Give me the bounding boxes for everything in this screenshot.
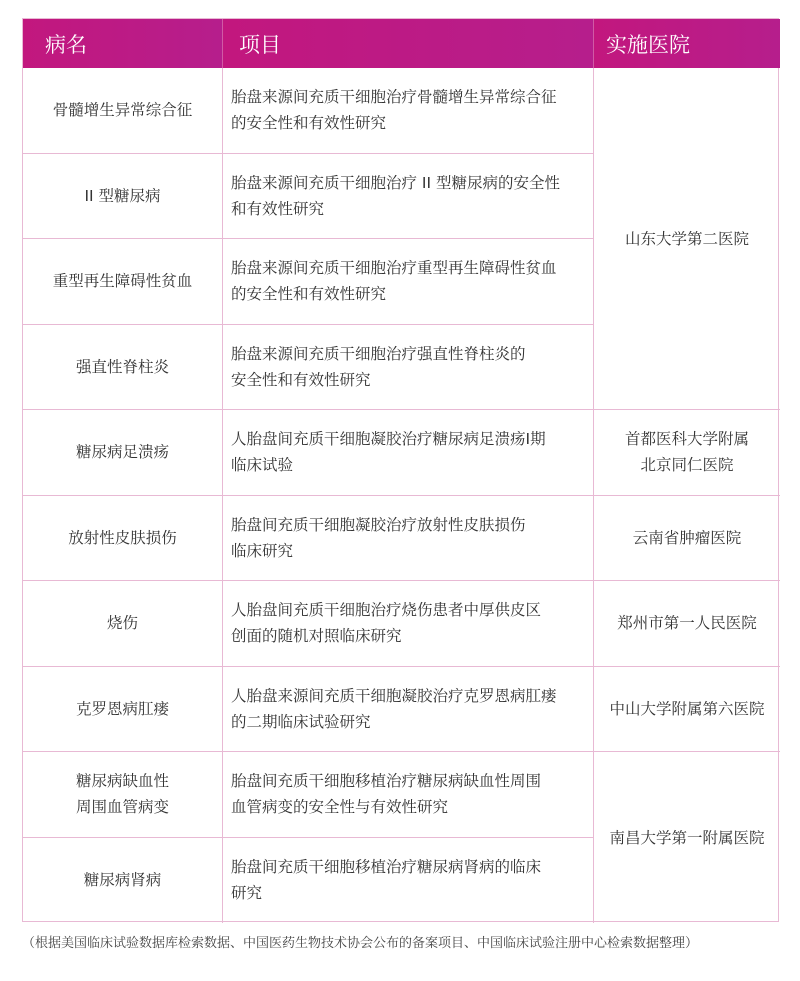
project-cell: 人胎盘来源间充质干细胞凝胶治疗克罗恩病肛瘘 的二期临床试验研究 (223, 667, 594, 753)
disease-cell: 烧伤 (23, 581, 223, 667)
header-disease: 病名 (23, 19, 223, 68)
hospital-cell: 中山大学附属第六医院 (594, 667, 780, 753)
header-hospital: 实施医院 (594, 19, 780, 68)
disease-cell: II 型糖尿病 (23, 154, 223, 240)
hospital-cell: 郑州市第一人民医院 (594, 581, 780, 667)
project-cell: 人胎盘间充质干细胞凝胶治疗糖尿病足溃疡I期 临床试验 (223, 410, 594, 496)
hospital-cell: 山东大学第二医院 (594, 68, 780, 410)
disease-cell: 骨髓增生异常综合征 (23, 68, 223, 154)
project-cell: 胎盘间充质干细胞移植治疗糖尿病缺血性周围 血管病变的安全性与有效性研究 (223, 752, 594, 838)
disease-cell: 克罗恩病肛瘘 (23, 667, 223, 753)
disease-cell: 强直性脊柱炎 (23, 325, 223, 411)
disease-cell: 糖尿病肾病 (23, 838, 223, 924)
disease-cell: 重型再生障碍性贫血 (23, 239, 223, 325)
disease-cell: 放射性皮肤损伤 (23, 496, 223, 582)
hospital-cell: 首都医科大学附属 北京同仁医院 (594, 410, 780, 496)
project-cell: 胎盘来源间充质干细胞治疗强直性脊柱炎的 安全性和有效性研究 (223, 325, 594, 411)
clinical-trials-table (22, 18, 779, 922)
project-cell: 胎盘来源间充质干细胞治疗重型再生障碍性贫血 的安全性和有效性研究 (223, 239, 594, 325)
source-note: （根据美国临床试验数据库检索数据、中国医药生物技术协会公布的备案项目、中国临床试验注册中心检索数据整理） (22, 936, 699, 951)
project-cell: 胎盘间充质干细胞凝胶治疗放射性皮肤损伤 临床研究 (223, 496, 594, 582)
hospital-cell: 云南省肿瘤医院 (594, 496, 780, 582)
hospital-cell: 南昌大学第一附属医院 (609, 828, 765, 847)
project-cell: 胎盘来源间充质干细胞治疗骨髓增生异常综合征 的安全性和有效性研究 (223, 68, 594, 154)
header-project: 项目 (223, 19, 594, 68)
project-cell: 胎盘来源间充质干细胞治疗 II 型糖尿病的安全性 和有效性研究 (223, 154, 594, 240)
disease-cell: 糖尿病足溃疡 (23, 410, 223, 496)
project-cell: 胎盘间充质干细胞移植治疗糖尿病肾病的临床 研究 (223, 838, 594, 924)
project-cell: 人胎盘间充质干细胞治疗烧伤患者中厚供皮区 创面的随机对照临床研究 (223, 581, 594, 667)
disease-cell: 糖尿病缺血性 周围血管病变 (23, 752, 223, 838)
